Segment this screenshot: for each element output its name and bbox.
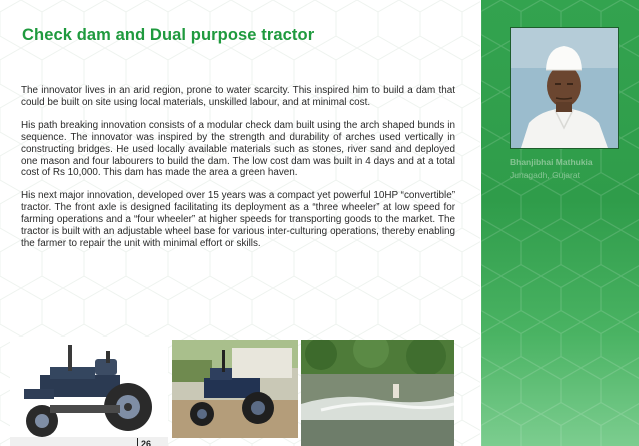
article-body bbox=[21, 85, 455, 261]
tractor-photo bbox=[10, 337, 168, 446]
page-number: 26 bbox=[137, 438, 151, 446]
sidebar-panel bbox=[481, 0, 639, 446]
paragraph-intro: The innovator lives in an arid region, prone to water scarcity. This inspired him to build a dam that could be built on site using local materials, unskilled labour, and at minimal cost. bbox=[21, 85, 455, 108]
check-dam-photo bbox=[301, 340, 454, 446]
innovator-name: Bhanjibhai Mathukia bbox=[510, 157, 593, 167]
innovator-portrait bbox=[510, 27, 619, 149]
paragraph-check-dam: His path breaking innovation consists of a modular check dam built using the arch shaped bunds in sequence. The innovator was inspired by the strength and durability of arches used vertically in constructing bridges. He used locally available materials such as stones, river sand and deployed one mason and four labourers to build the dam. The low cost dam was built in 4 days and at a total cost of Rs 10,000. This dam has made the area a green haven. bbox=[21, 119, 455, 179]
page-title: Check dam and Dual purpose tractor bbox=[22, 26, 315, 44]
tractor-field-photo bbox=[172, 340, 298, 438]
paragraph-tractor: His next major innovation, developed over 15 years was a compact yet powerful 10HP “convertible” tractor. The front axle is designed facilitating its deployment as a “three wheeler” at low speed for farming operations and a “four wheeler” at higher speeds for transporting goods to the market. The tractor is built with an adjustable wheel base for various inter-culturing operations, thereby enabling the farmer to repair the unit with minimal effort or skills. bbox=[21, 190, 455, 249]
innovator-location: Junagadh, Gujarat bbox=[510, 170, 580, 180]
